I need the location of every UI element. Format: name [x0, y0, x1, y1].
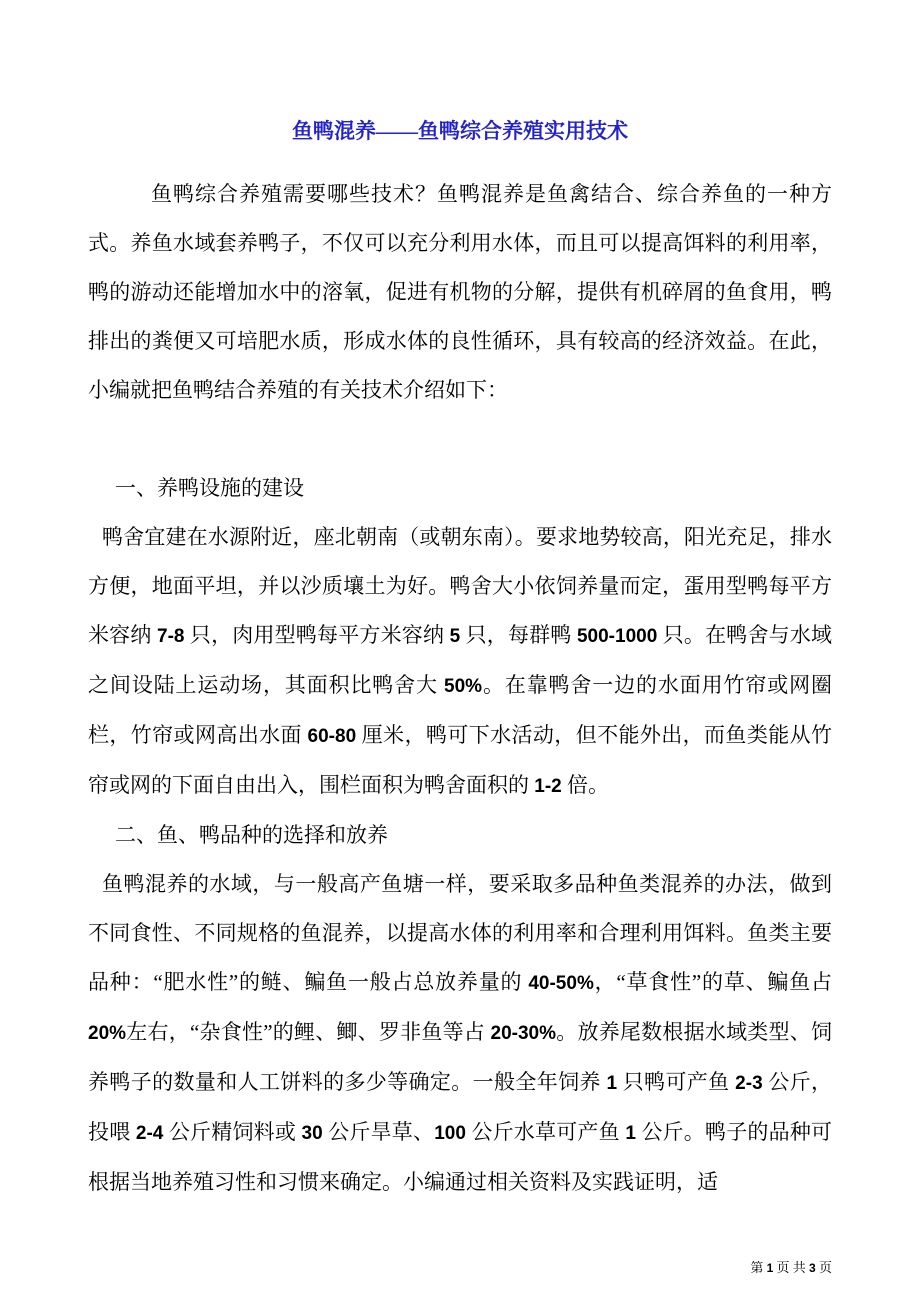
section-heading-1: 一、养鸭设施的建设 — [115, 476, 304, 500]
paragraph-section-1: 鸭舍宜建在水源附近，座北朝南（或朝东南）。要求地势较高，阳光充足，排水方便，地面平坦，并以沙质壤土为好。鸭舍大小依饲养量而定，蛋用型鸭每平方米容纳 7-8 只，肉用型鸭每平方米容纳 5 只，每群鸭 500-1000 只。在鸭舍与水域之间设陆上运动场，其面积比鸭舍大 50%。在靠鸭舍一边的水面用竹帘或网圈栏，竹帘或网高出水面 60-80 厘米，鸭可下水活动，但不能外出，而鱼类能从竹帘或网的下面自由出入，围栏面积为鸭舍面积的 1-2 倍。 — [88, 525, 833, 797]
document-body — [88, 170, 832, 1207]
page-number-footer: 第 1 页 共 3 页 — [750, 1260, 832, 1275]
paragraph-section-2: 鱼鸭混养的水域，与一般高产鱼塘一样，要采取多品种鱼类混养的办法，做到不同食性、不同规格的鱼混养，以提高水体的利用率和合理利用饵料。鱼类主要品种：“肥水性”的鲢、鳊鱼一般占总放养量的 40-50%，“草食性”的草、鳊鱼占 20%左右，“杂食性”的鲤、鲫、罗非鱼等占 20-30%。放养尾数根据水域类型、饲养鸭子的数量和人工饼料的多少等确定。一般全年饲养 1 只鸭可产鱼 2-3 公斤，投喂 2-4 公斤精饲料或 30 公斤旱草、100 公斤水草可产鱼 1 公斤。鸭子的品种可根据当地养殖习性和习惯来确定。小编通过相关资料及实践证明，适 — [88, 872, 833, 1194]
paragraph-intro: 鱼鸭综合养殖需要哪些技术？鱼鸭混养是鱼禽结合、综合养鱼的一种方式。养鱼水域套养鸭子，不仅可以充分利用水体，而且可以提高饵料的利用率，鸭的游动还能增加水中的溶氧，促进有机物的分解，提供有机碎屑的鱼食用，鸭排出的粪便又可培肥水质，形成水体的良性循环，具有较高的经济效益。在此，小编就把鱼鸭结合养殖的有关技术介绍如下： — [88, 182, 832, 402]
section-heading-2: 二、鱼、鸭品种的选择和放养 — [115, 823, 388, 847]
document-title: 鱼鸭混养——鱼鸭综合养殖实用技术 — [292, 119, 628, 143]
